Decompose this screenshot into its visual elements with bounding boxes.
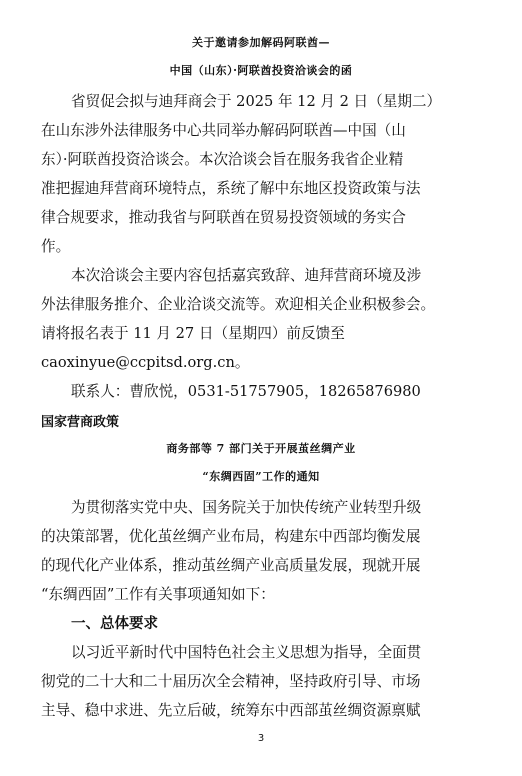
article2-line: 的决策部署，优化茧丝绸产业布局，构建东中西部均衡发展 — [41, 528, 421, 545]
article1-title-line2: 中国（山东）·阿联酋投资洽谈会的函 — [169, 64, 353, 77]
section-heading: 一、总体要求 — [71, 616, 158, 632]
article1-line: 准把握迪拜营商环境特点，系统了解中东地区投资政策与法 — [41, 180, 421, 197]
article2-line: 为贯彻落实党中央、国务院关于加快传统产业转型升级 — [71, 499, 422, 516]
article1-line: 作。 — [41, 238, 71, 255]
contact-email: caoxinyue@ccpitsd.org.cn。 — [41, 354, 250, 371]
section-tag: 国家营商政策 — [41, 415, 120, 430]
article1-line: 在山东涉外法律服务中心共同举办解码阿联酋—中国（山 — [41, 122, 406, 139]
contact-line: 联系人：曹欣悦，0531-51757905，18265876980 — [71, 383, 421, 400]
article1-title-line1: 关于邀请参加解码阿联酋— — [192, 36, 330, 49]
article2-title-line2: “东绸西固”工作的通知 — [202, 470, 320, 483]
article1-line: 外法律服务推介、企业洽谈交流等。欢迎相关企业积极参会。 — [41, 296, 436, 313]
article1-line: 请将报名表于 11 月 27 日（星期四）前反馈至 — [41, 325, 345, 342]
article1-line: 律合规要求，推动我省与阿联酋在贸易投资领域的务实合 — [41, 209, 406, 226]
article1-line: 东）·阿联酋投资洽谈会。本次洽谈会旨在服务我省企业精 — [41, 151, 404, 168]
article2-line: 彻党的二十大和二十届历次全会精神，坚持政府引导、市场 — [41, 673, 421, 690]
article2-line: 的现代化产业体系，推动茧丝绸产业高质量发展，现就开展 — [41, 557, 421, 574]
article2-line: 主导、稳中求进、先立后破，统筹东中西部茧丝绸资源禀赋 — [41, 702, 421, 719]
article1-line: 本次洽谈会主要内容包括嘉宾致辞、迪拜营商环境及涉 — [71, 267, 422, 284]
article2-title-line1: 商务部等 7 部门关于开展茧丝绸产业 — [166, 442, 356, 455]
article2-line: 以习近平新时代中国特色社会主义思想为指导，全面贯 — [71, 644, 422, 661]
article2-line: “东绸西固”工作有关事项通知如下： — [41, 586, 275, 603]
page-number: 3 — [257, 733, 265, 744]
article1-line: 省贸促会拟与迪拜商会于 2025 年 12 月 2 日（星期二） — [71, 93, 442, 110]
